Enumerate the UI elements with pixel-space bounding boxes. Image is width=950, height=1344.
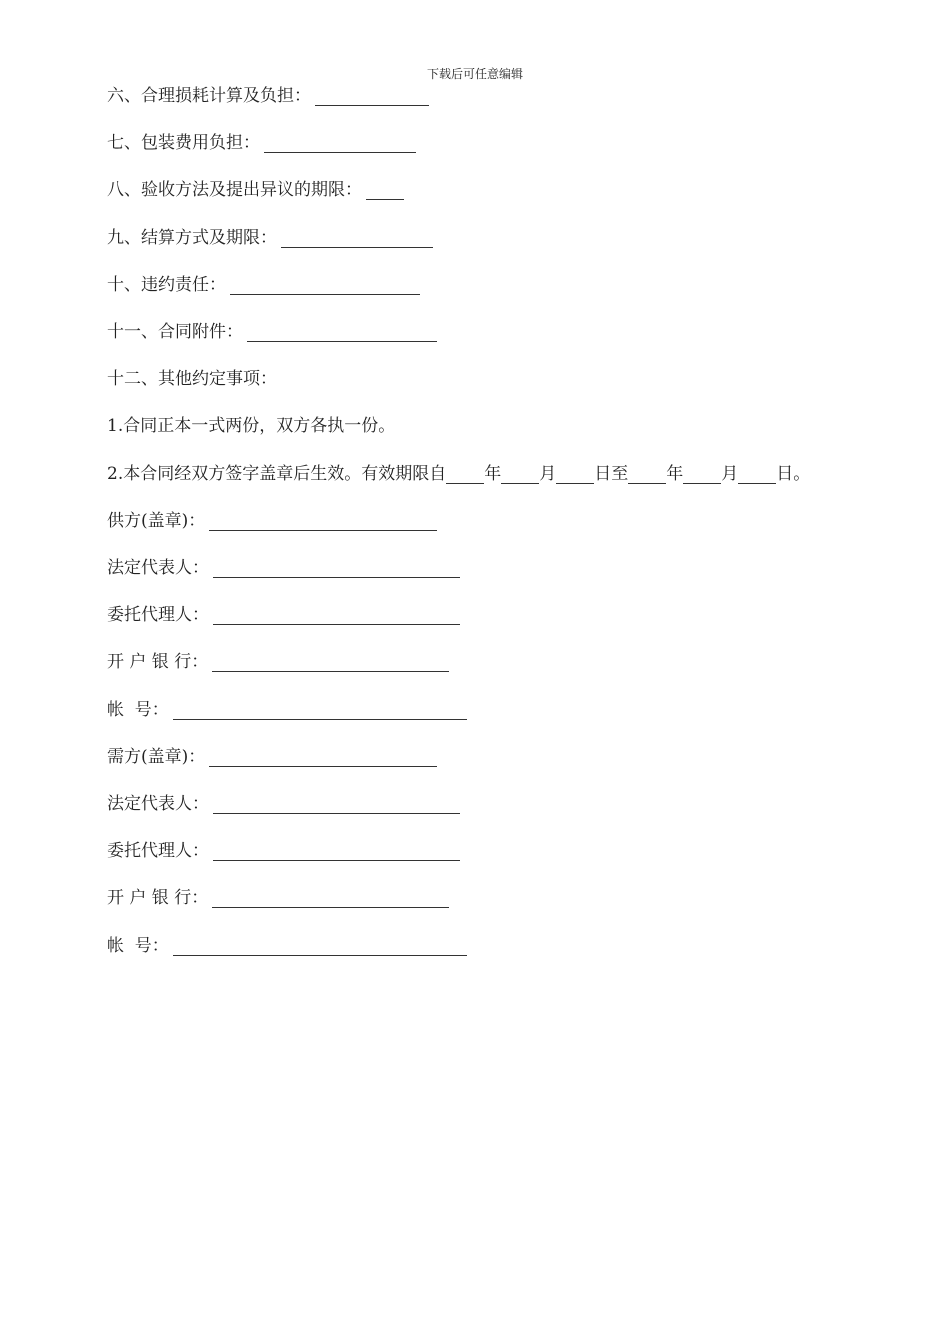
field-label: 法定代表人： (107, 558, 209, 578)
clause-acceptance (107, 178, 404, 202)
field-label: 帐 号： (107, 700, 169, 720)
day-to-label: 日至 (594, 464, 629, 484)
field-label: 委托代理人： (107, 605, 209, 625)
clause-label: 十一、合同附件： (107, 322, 243, 342)
supplier-seal-blank[interactable] (209, 512, 437, 531)
end-month-blank[interactable] (683, 465, 721, 484)
fill-blank[interactable] (366, 181, 404, 200)
page-header-note: 下载后可任意编辑 (426, 67, 523, 81)
start-year-blank[interactable] (446, 465, 484, 484)
clause-settlement (107, 226, 433, 250)
year-label: 年 (484, 464, 502, 484)
field-label: 帐 号： (107, 936, 169, 956)
fill-blank[interactable] (247, 323, 437, 342)
buyer-legal-rep-row (107, 792, 460, 816)
clause-packaging (107, 131, 416, 155)
clause-label: 九、结算方式及期限： (107, 228, 277, 248)
end-year-blank[interactable] (628, 465, 666, 484)
clause-label: 十、违约责任： (107, 275, 226, 295)
start-day-blank[interactable] (556, 465, 594, 484)
year-label: 年 (666, 464, 684, 484)
fill-blank[interactable] (264, 134, 416, 153)
clause-effective-period (107, 462, 810, 486)
buyer-seal-blank[interactable] (209, 748, 437, 767)
buyer-account-row (107, 934, 467, 958)
supplier-account-blank[interactable] (173, 701, 467, 720)
clause-label: 七、包装费用负担： (107, 133, 260, 153)
field-label: 法定代表人： (107, 794, 209, 814)
supplier-account-row (107, 698, 467, 722)
clause-liability (107, 273, 420, 297)
buyer-agent-row (107, 839, 460, 863)
supplier-agent-row (107, 603, 460, 627)
supplier-seal-row (107, 509, 437, 533)
supplier-legal-rep-blank[interactable] (213, 559, 460, 578)
clause-loss (107, 84, 429, 108)
field-label: 需方(盖章)： (107, 747, 206, 767)
field-label: 供方(盖章)： (107, 511, 206, 531)
month-label: 月 (721, 464, 739, 484)
clause-text: 1.合同正本一式两份，双方各执一份。 (107, 416, 396, 436)
fill-blank[interactable] (230, 276, 420, 295)
month-label: 月 (539, 464, 557, 484)
clause-text: 2.本合同经双方签字盖章后生效。有效期限自 (107, 464, 447, 484)
end-day-blank[interactable] (738, 465, 776, 484)
start-month-blank[interactable] (501, 465, 539, 484)
field-label: 开 户 银 行： (107, 888, 209, 908)
clause-other (107, 367, 277, 391)
buyer-agent-blank[interactable] (213, 842, 460, 861)
supplier-bank-blank[interactable] (212, 653, 449, 672)
day-end-label: 日。 (776, 464, 811, 484)
clause-label: 十二、其他约定事项： (107, 369, 277, 389)
field-label: 委托代理人： (107, 841, 209, 861)
clause-label: 八、验收方法及提出异议的期限： (107, 180, 362, 200)
fill-blank[interactable] (281, 229, 433, 248)
buyer-bank-blank[interactable] (212, 889, 449, 908)
clause-label: 六、合理损耗计算及负担： (107, 86, 311, 106)
supplier-legal-rep-row (107, 556, 460, 580)
buyer-bank-row (107, 886, 449, 910)
buyer-legal-rep-blank[interactable] (213, 795, 460, 814)
supplier-agent-blank[interactable] (213, 606, 460, 625)
supplier-bank-row (107, 650, 449, 674)
fill-blank[interactable] (315, 87, 429, 106)
clause-copies (107, 414, 395, 438)
buyer-seal-row (107, 745, 437, 769)
clause-annex (107, 320, 437, 344)
field-label: 开 户 银 行： (107, 652, 209, 672)
buyer-account-blank[interactable] (173, 937, 467, 956)
